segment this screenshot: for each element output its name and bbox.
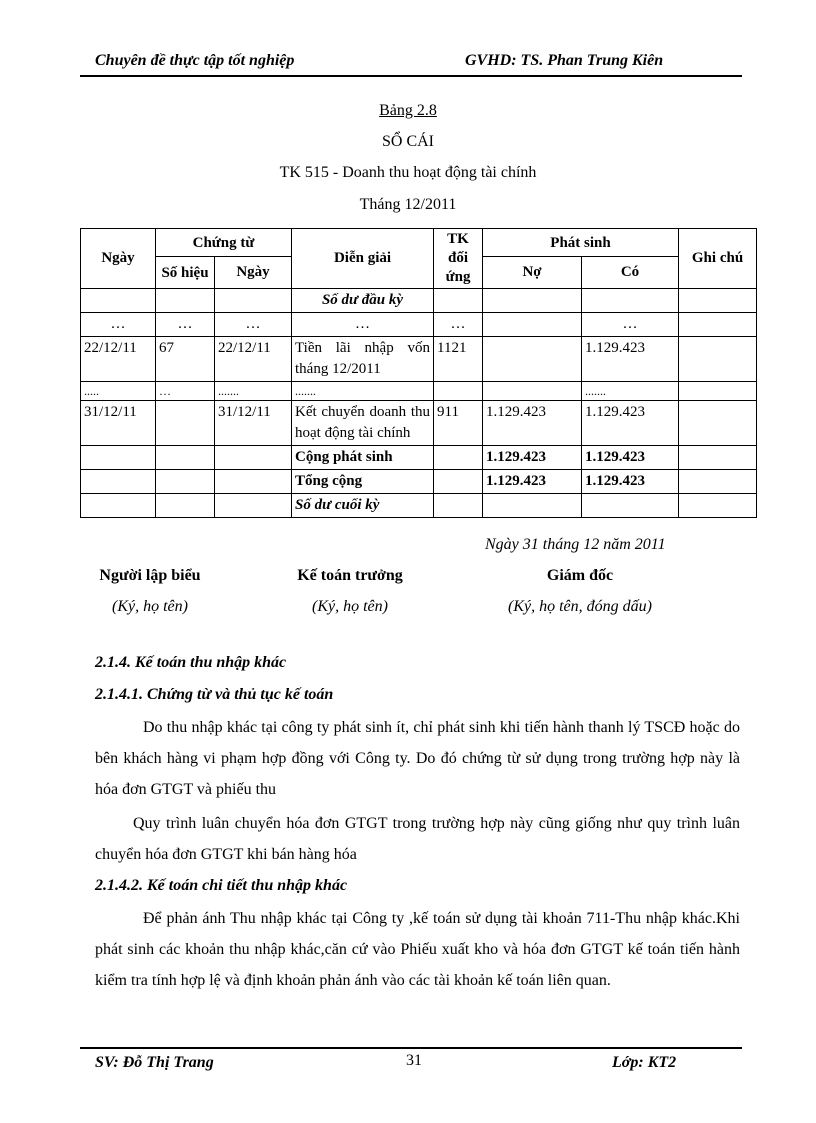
col-ngay: Ngày: [81, 229, 156, 289]
signature-note-preparer: (Ký, họ tên): [112, 598, 188, 615]
cell-ngay: 31/12/11: [81, 401, 156, 446]
table-row: [81, 337, 757, 382]
cell-ghi-chu: [679, 382, 757, 401]
cell-dien-giai: Tiền lãi nhập vốn tháng 12/2011: [292, 337, 434, 382]
signature-role-chief-accountant: Kế toán trưởng: [297, 567, 403, 584]
opening-balance-row: [81, 289, 757, 313]
cell-dien-giai: Kết chuyển doanh thu hoạt động tài chính: [292, 401, 434, 446]
cell-ct-ngay: …: [215, 313, 292, 337]
date-line: Ngày 31 tháng 12 năm 2011: [485, 536, 666, 553]
table-row: [81, 382, 757, 401]
section-heading-2-1-4: 2.1.4. Kế toán thu nhập khác: [95, 654, 287, 671]
ledger-title: SỔ CÁI: [381, 133, 434, 150]
cell-so: …: [156, 313, 215, 337]
cell-no: [483, 337, 582, 382]
closing-balance-label: Số dư cuối kỳ: [292, 494, 434, 518]
tong-cong-co: 1.129.423: [582, 470, 679, 494]
signature-note-director: (Ký, họ tên, đóng dấu): [508, 598, 652, 615]
signature-note-chief-accountant: (Ký, họ tên): [312, 598, 388, 615]
cell-ct-ngay: 22/12/11: [215, 337, 292, 382]
section-heading-2-1-4-2: 2.1.4.2. Kế toán chi tiết thu nhập khác: [95, 877, 348, 894]
col-no: Nợ: [483, 257, 582, 289]
table-number: Bảng 2.8: [379, 102, 437, 119]
footer-rule: [80, 1047, 742, 1049]
paragraph-1: Do thu nhập khác tại công ty phát sinh ít, chỉ phát sinh khi tiến hành thanh lý TSCĐ hoặc do bên khách hàng vi phạm hợp đồng với Công ty. Do đó chứng từ sử dụng trong trường hợp này là hóa đơn GTGT và phiếu thu: [95, 719, 740, 798]
cong-phat-sinh-co: 1.129.423: [582, 446, 679, 470]
cell-ngay: 22/12/11: [81, 337, 156, 382]
cell-co: .......: [582, 382, 679, 401]
account-title: TK 515 - Doanh thu hoạt động tài chính: [279, 164, 537, 181]
cell-no: [483, 313, 582, 337]
cell-no: 1.129.423: [483, 401, 582, 446]
cell-ghi-chu: [679, 337, 757, 382]
col-co: Có: [582, 257, 679, 289]
header-rule: [80, 75, 742, 77]
cell-ngay: .....: [81, 382, 156, 401]
cell-co: …: [582, 313, 679, 337]
cell-ghi-chu: [679, 313, 757, 337]
tong-cong-label: Tổng cộng: [292, 470, 434, 494]
total-debit-credit-row: [81, 446, 757, 470]
page-number: 31: [406, 1052, 422, 1069]
cell-tk: [434, 382, 483, 401]
cell-so: [156, 401, 215, 446]
cell-dien-giai: …: [292, 313, 434, 337]
paragraph-2: Quy trình luân chuyển hóa đơn GTGT trong trường hợp này cũng giống như quy trình luân chuyển hóa đơn GTGT khi bán hàng hóa: [95, 815, 740, 863]
opening-balance-label: Số dư đầu kỳ: [292, 289, 434, 313]
col-so-hieu: Số hiệu: [156, 257, 215, 289]
cell-so: 67: [156, 337, 215, 382]
col-ct-ngay: Ngày: [215, 257, 292, 289]
cell-tk: 911: [434, 401, 483, 446]
cell-dien-giai: .......: [292, 382, 434, 401]
cell-no: [483, 382, 582, 401]
col-tk-doi-ung: TK đối ứng: [434, 229, 483, 289]
cell-co: 1.129.423: [582, 337, 679, 382]
cell-tk: 1121: [434, 337, 483, 382]
footer-left: SV: Đỗ Thị Trang: [95, 1054, 214, 1071]
header-left: Chuyên đề thực tập tốt nghiệp: [95, 52, 295, 69]
col-chung-tu: Chứng từ: [156, 229, 292, 257]
period-title: Tháng 12/2011: [359, 196, 457, 213]
header-right: GVHD: TS. Phan Trung Kiên: [465, 52, 664, 69]
signature-role-director: Giám đốc: [546, 567, 614, 584]
col-ghi-chu: Ghi chú: [679, 229, 757, 289]
cell-co: 1.129.423: [582, 401, 679, 446]
col-phat-sinh: Phát sinh: [483, 229, 679, 257]
cell-ct-ngay: .......: [215, 382, 292, 401]
table-row: [81, 401, 757, 446]
tong-cong-no: 1.129.423: [483, 470, 582, 494]
footer-right: Lớp: KT2: [612, 1054, 677, 1071]
ledger-table: [80, 228, 757, 518]
cell-ghi-chu: [679, 401, 757, 446]
closing-balance-row: [81, 494, 757, 518]
cell-tk: …: [434, 313, 483, 337]
cell-so: …: [156, 382, 215, 401]
cell-ngay: …: [81, 313, 156, 337]
cong-phat-sinh-label: Cộng phát sinh: [292, 446, 434, 470]
paragraph-3: Để phản ánh Thu nhập khác tại Công ty ,kế toán sử dụng tài khoản 711-Thu nhập khác.Khi phát sinh các khoản thu nhập khác,căn cứ vào Phiếu xuất kho và hóa đơn GTGT kế toán tiến hành kiểm tra tính hợp lệ và định khoản phản ánh vào các tài khoản kế toán liên quan.: [95, 910, 740, 989]
table-header-row: [81, 229, 757, 257]
cell-ct-ngay: 31/12/11: [215, 401, 292, 446]
signature-role-preparer: Người lập biểu: [99, 567, 201, 584]
cong-phat-sinh-no: 1.129.423: [483, 446, 582, 470]
table-row: [81, 313, 757, 337]
col-dien-giai: Diễn giải: [292, 229, 434, 289]
grand-total-row: [81, 470, 757, 494]
section-heading-2-1-4-1: 2.1.4.1. Chứng từ và thủ tục kế toán: [95, 686, 334, 703]
